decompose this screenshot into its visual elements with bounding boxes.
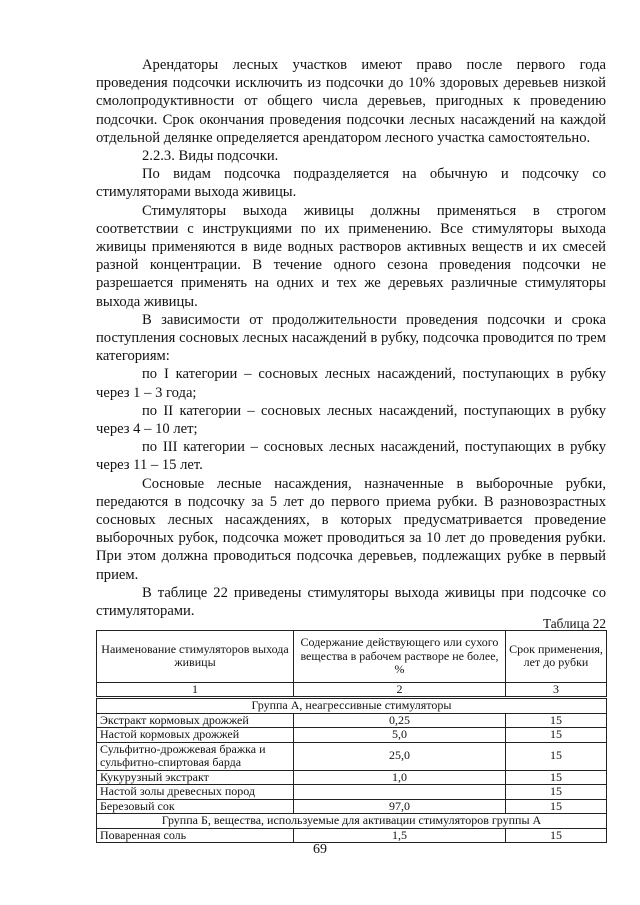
category-item: по I категории – сосновых лесных насаждений, поступающих в рубку через 1 – 3 года; bbox=[96, 366, 606, 401]
column-header-name: Наименование стимуляторов выхода живицы bbox=[97, 631, 294, 683]
column-index: 2 bbox=[294, 682, 506, 698]
table-row bbox=[97, 713, 607, 728]
table-row bbox=[97, 799, 607, 814]
paragraph: В таблице 22 приведены стимуляторы выхода живицы при подсочке со стимуляторами. bbox=[96, 584, 606, 620]
table-row bbox=[97, 828, 607, 843]
term-value: 15 bbox=[506, 785, 607, 800]
paragraph: По видам подсочка подразделяется на обычную и подсочку со стимуляторами выхода живицы. bbox=[96, 166, 606, 201]
page-number: 69 bbox=[313, 842, 327, 857]
column-index: 1 bbox=[97, 682, 294, 698]
table-header-row bbox=[97, 631, 607, 683]
stimulator-name: Поваренная соль bbox=[97, 828, 294, 843]
table-caption: Таблица 22 bbox=[543, 616, 606, 631]
stimulator-name: Настой кормовых дрожжей bbox=[97, 728, 294, 743]
content-value: 25,0 bbox=[294, 742, 506, 770]
stimulator-name: Настой золы древесных пород bbox=[97, 785, 294, 800]
column-header-term: Срок применения, лет до рубки bbox=[506, 631, 607, 683]
category-item: по III категории – сосновых лесных насаждений, поступающих в рубку через 11 – 15 лет. bbox=[96, 439, 606, 474]
column-index-row bbox=[97, 682, 607, 698]
column-header-content: Содержание действующего или сухого вещества в рабочем растворе не более, % bbox=[294, 631, 506, 683]
term-value: 15 bbox=[506, 770, 607, 785]
group-b-title-row bbox=[97, 814, 607, 829]
category-item: по II категории – сосновых лесных насаждений, поступающих в рубку через 4 – 10 лет; bbox=[96, 402, 606, 438]
group-a-title-row bbox=[97, 698, 607, 714]
content-value: 1,0 bbox=[294, 770, 506, 785]
section-heading: 2.2.3. Виды подсочки. bbox=[142, 148, 279, 165]
table-row bbox=[97, 785, 607, 800]
paragraph: Сосновые лесные насаждения, назначенные в выборочные рубки, передаются в подсочку за 5 лет до первого приема рубки. В разновозрастных сосновых лесных насаждениях, в которых предусматривается проведение выборочных рубок, подсочка может проводиться за 10 лет до проведения рубки. При этом должна проводиться подсочка деревьев, подлежащих рубке в первый прием. bbox=[96, 475, 606, 583]
paragraph: Арендаторы лесных участков имеют право после первого года проведения подсочки исключить из подсочки до 10% здоровых деревьев низкой смолопродуктивности от общего числа деревьев, пригодных к проведению подсочки. Срок окончания проведения подсочки лесных насаждений на каждой отдельной делянке определяется арендатором лесного участка самостоятельно. bbox=[96, 57, 606, 146]
table-row bbox=[97, 742, 607, 770]
paragraph: Стимуляторы выхода живицы должны применяться в строгом соответствии с инструкциями по их применению. Все стимуляторы выхода живицы применяются в виде водных растворов активных веществ и их смесей разной концентрации. В течение одного сезона проведения подсочки не разрешается применять на одних и тех же деревьях различные стимуляторы выхода живицы. bbox=[96, 202, 606, 310]
term-value: 15 bbox=[506, 742, 607, 770]
content-value: 5,0 bbox=[294, 728, 506, 743]
stimulators-table bbox=[96, 630, 607, 843]
table-row bbox=[97, 728, 607, 743]
table-row bbox=[97, 770, 607, 785]
stimulator-name: Экстракт кормовых дрожжей bbox=[97, 713, 294, 728]
stimulator-name: Сульфитно-дрожжевая бражка и сульфитно-спиртовая барда bbox=[97, 742, 294, 770]
body-text bbox=[96, 56, 606, 620]
term-value: 15 bbox=[506, 728, 607, 743]
content-value: 0,25 bbox=[294, 713, 506, 728]
stimulator-name: Березовый сок bbox=[97, 799, 294, 814]
term-value: 15 bbox=[506, 713, 607, 728]
stimulator-name: Кукурузный экстракт bbox=[97, 770, 294, 785]
term-value: 15 bbox=[506, 828, 607, 843]
term-value: 15 bbox=[506, 799, 607, 814]
column-index: 3 bbox=[506, 682, 607, 698]
paragraph: В зависимости от продолжительности проведения подсочки и срока поступления сосновых лесных насаждений в рубку, подсочка проводится по трем категориям: bbox=[96, 311, 606, 365]
group-title: Группа Б, вещества, используемые для активации стимуляторов группы А bbox=[97, 814, 607, 829]
group-title: Группа А, неагрессивные стимуляторы bbox=[97, 698, 607, 714]
content-value: 1,5 bbox=[294, 828, 506, 843]
content-value bbox=[294, 785, 506, 800]
content-value: 97,0 bbox=[294, 799, 506, 814]
